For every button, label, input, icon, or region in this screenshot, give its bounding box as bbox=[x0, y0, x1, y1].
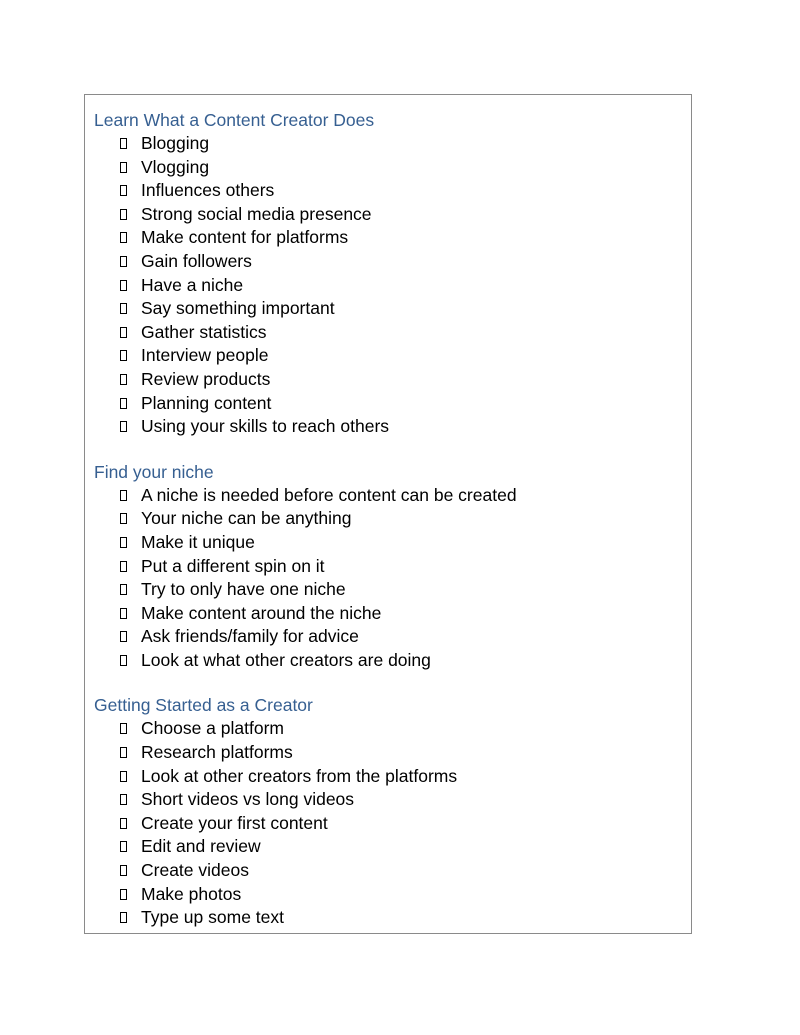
checkbox-icon[interactable] bbox=[120, 513, 127, 524]
checkbox-icon[interactable] bbox=[120, 421, 127, 432]
section-heading: Find your niche bbox=[94, 461, 214, 482]
checkbox-icon[interactable] bbox=[120, 185, 127, 196]
checkbox-icon[interactable] bbox=[120, 209, 127, 220]
checklist-item-label: Look at what other creators are doing bbox=[141, 649, 431, 670]
checklist-item bbox=[94, 179, 684, 203]
checklist-item bbox=[94, 484, 684, 508]
checklist-item-label: Have a niche bbox=[141, 274, 244, 295]
checklist-item bbox=[94, 883, 684, 907]
checklist-item bbox=[94, 812, 684, 836]
checklist-item bbox=[94, 765, 684, 789]
checkbox-icon[interactable] bbox=[120, 162, 127, 173]
checklist-item bbox=[94, 344, 684, 368]
checklist-item-label: Vlogging bbox=[141, 156, 210, 177]
checklist-item-label: Planning content bbox=[141, 392, 272, 413]
checklist-item bbox=[94, 602, 684, 626]
checklist-item bbox=[94, 132, 684, 156]
checklist-item-label: Make content for platforms bbox=[141, 227, 349, 248]
checkbox-icon[interactable] bbox=[120, 327, 127, 338]
checklist-item-label: Edit and review bbox=[141, 836, 261, 857]
checklist-item-label: Your niche can be anything bbox=[141, 508, 352, 529]
section-heading: Learn What a Content Creator Does bbox=[94, 110, 375, 130]
checklist-item-label: Look at other creators from the platforms bbox=[141, 765, 458, 786]
checklist-item bbox=[94, 415, 684, 439]
checkbox-icon[interactable] bbox=[120, 490, 127, 501]
checklist-item-label: Create videos bbox=[141, 860, 249, 881]
checklist-item bbox=[94, 717, 684, 741]
checklist-item-label: Make content around the niche bbox=[141, 602, 382, 623]
checklist-item bbox=[94, 578, 684, 602]
checklist-item bbox=[94, 906, 684, 930]
checkbox-icon[interactable] bbox=[120, 655, 127, 666]
checkbox-icon[interactable] bbox=[120, 561, 127, 572]
checklist-item bbox=[94, 741, 684, 765]
checklist-item bbox=[94, 156, 684, 180]
checklist-document bbox=[94, 108, 684, 930]
section-heading: Getting Started as a Creator bbox=[94, 695, 313, 716]
checklist bbox=[94, 484, 684, 673]
checklist-section bbox=[94, 693, 684, 929]
checklist-item-label: A niche is needed before content can be created bbox=[141, 484, 517, 505]
checklist-item bbox=[94, 250, 684, 274]
checkbox-icon[interactable] bbox=[120, 256, 127, 267]
checklist-item-label: Using your skills to reach others bbox=[141, 416, 390, 437]
checklist-item bbox=[94, 835, 684, 859]
checklist bbox=[94, 132, 684, 439]
checkbox-icon[interactable] bbox=[120, 138, 127, 149]
checklist-item bbox=[94, 625, 684, 649]
checkbox-icon[interactable] bbox=[120, 374, 127, 385]
checkbox-icon[interactable] bbox=[120, 303, 127, 314]
checklist-item-label: Put a different spin on it bbox=[141, 555, 325, 576]
checklist-item bbox=[94, 226, 684, 250]
checkbox-icon[interactable] bbox=[120, 232, 127, 243]
checkbox-icon[interactable] bbox=[120, 912, 127, 923]
checklist-item-label: Gather statistics bbox=[141, 321, 267, 342]
checklist-section bbox=[94, 108, 684, 439]
checklist-item bbox=[94, 859, 684, 883]
checkbox-icon[interactable] bbox=[120, 608, 127, 619]
checklist-item bbox=[94, 555, 684, 579]
checkbox-icon[interactable] bbox=[120, 584, 127, 595]
checkbox-icon[interactable] bbox=[120, 747, 127, 758]
checklist-item-label: Say something important bbox=[141, 298, 335, 319]
checklist-item bbox=[94, 368, 684, 392]
checklist-item bbox=[94, 507, 684, 531]
checkbox-icon[interactable] bbox=[120, 280, 127, 291]
checklist-item-label: Try to only have one niche bbox=[141, 579, 346, 600]
checklist-item-label: Interview people bbox=[141, 345, 269, 366]
checkbox-icon[interactable] bbox=[120, 818, 127, 829]
checklist-item-label: Choose a platform bbox=[141, 718, 284, 739]
checklist-item bbox=[94, 297, 684, 321]
checklist-item-label: Create your first content bbox=[141, 812, 328, 833]
checklist bbox=[94, 717, 684, 929]
checklist-item bbox=[94, 392, 684, 416]
checklist-item-label: Influences others bbox=[141, 180, 275, 201]
checklist-item-label: Blogging bbox=[141, 133, 210, 153]
checklist-item bbox=[94, 531, 684, 555]
checkbox-icon[interactable] bbox=[120, 794, 127, 805]
checklist-item-label: Make photos bbox=[141, 883, 242, 904]
checklist-item bbox=[94, 649, 684, 673]
checklist-item-label: Research platforms bbox=[141, 742, 293, 763]
checkbox-icon[interactable] bbox=[120, 537, 127, 548]
checklist-item-label: Ask friends/family for advice bbox=[141, 626, 359, 647]
checkbox-icon[interactable] bbox=[120, 723, 127, 734]
checklist-item-label: Strong social media presence bbox=[141, 203, 372, 224]
checklist-item bbox=[94, 788, 684, 812]
checklist-item-label: Type up some text bbox=[141, 907, 284, 928]
checklist-item bbox=[94, 274, 684, 298]
checkbox-icon[interactable] bbox=[120, 631, 127, 642]
checkbox-icon[interactable] bbox=[120, 350, 127, 361]
checklist-item bbox=[94, 321, 684, 345]
checkbox-icon[interactable] bbox=[120, 889, 127, 900]
checkbox-icon[interactable] bbox=[120, 865, 127, 876]
checkbox-icon[interactable] bbox=[120, 771, 127, 782]
checkbox-icon[interactable] bbox=[120, 841, 127, 852]
checklist-item-label: Review products bbox=[141, 368, 271, 389]
checkbox-icon[interactable] bbox=[120, 398, 127, 409]
checklist-section bbox=[94, 460, 684, 673]
checklist-item-label: Short videos vs long videos bbox=[141, 789, 355, 810]
checklist-item bbox=[94, 203, 684, 227]
checklist-item-label: Gain followers bbox=[141, 250, 252, 271]
checklist-item-label: Make it unique bbox=[141, 531, 255, 552]
